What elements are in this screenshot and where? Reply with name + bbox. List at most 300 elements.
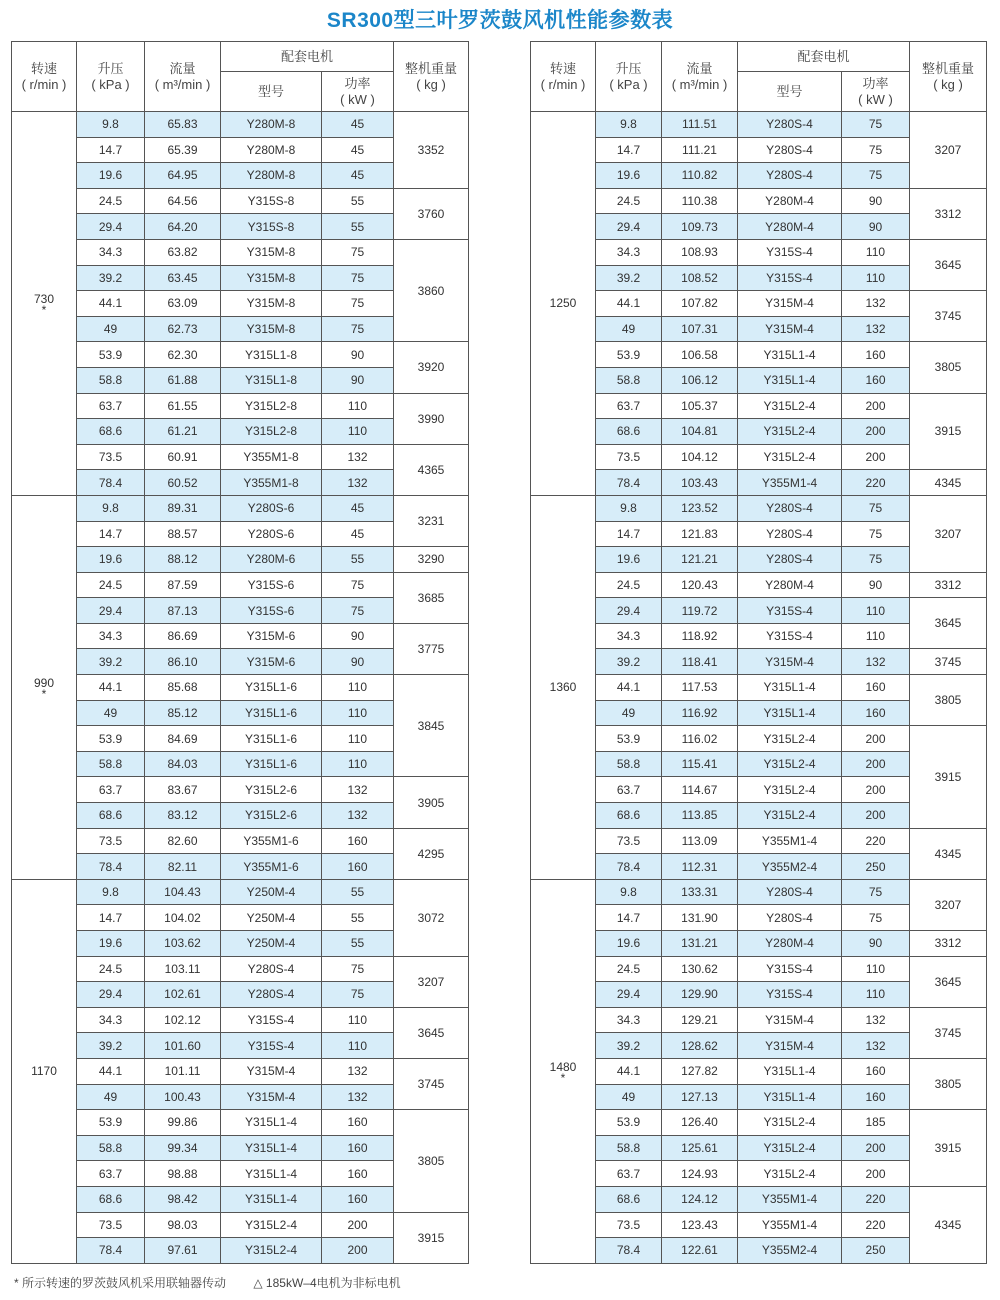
flow-cell: 113.09 (662, 828, 738, 854)
motor-power-cell: 55 (322, 547, 394, 573)
pressure-cell: 9.8 (596, 879, 662, 905)
flow-cell: 104.12 (662, 444, 738, 470)
table-row (12, 777, 469, 803)
table-row (12, 342, 469, 368)
pressure-cell: 29.4 (77, 214, 145, 240)
motor-model-cell: Y315L2-4 (738, 751, 842, 777)
flow-cell: 126.40 (662, 1110, 738, 1136)
motor-model-cell: Y315L1-6 (221, 726, 322, 752)
table-row (12, 675, 469, 701)
pressure-cell: 73.5 (596, 1212, 662, 1238)
motor-model-cell: Y315L1-4 (738, 1084, 842, 1110)
pressure-cell: 9.8 (77, 495, 145, 521)
motor-power-cell: 200 (842, 1135, 910, 1161)
pressure-cell: 53.9 (596, 1110, 662, 1136)
pressure-cell: 14.7 (596, 521, 662, 547)
flow-cell: 63.45 (145, 265, 221, 291)
flow-cell: 111.51 (662, 112, 738, 138)
pressure-cell: 63.7 (596, 1161, 662, 1187)
header-weight: 整机重量 ( kg ) (910, 42, 987, 112)
pressure-cell: 9.8 (596, 495, 662, 521)
motor-model-cell: Y315L1-6 (221, 675, 322, 701)
motor-power-cell: 110 (322, 419, 394, 445)
table-row (12, 495, 469, 521)
header-speed: 转速 ( r/min ) (12, 42, 77, 112)
motor-power-cell: 132 (322, 777, 394, 803)
flow-cell: 112.31 (662, 854, 738, 880)
pressure-cell: 9.8 (77, 879, 145, 905)
motor-model-cell: Y315L2-4 (221, 1238, 322, 1264)
pressure-cell: 34.3 (77, 1007, 145, 1033)
motor-model-cell: Y315S-4 (738, 623, 842, 649)
motor-model-cell: Y280S-4 (738, 879, 842, 905)
pressure-cell: 58.8 (77, 367, 145, 393)
table-row (12, 1110, 469, 1136)
pressure-cell: 29.4 (596, 214, 662, 240)
weight-cell: 3920 (394, 342, 469, 393)
motor-power-cell: 75 (842, 905, 910, 931)
motor-model-cell: Y280M-8 (221, 137, 322, 163)
motor-model-cell: Y315S-4 (738, 265, 842, 291)
motor-model-cell: Y315M-8 (221, 291, 322, 317)
flow-cell: 88.57 (145, 521, 221, 547)
motor-power-cell: 75 (842, 521, 910, 547)
pressure-cell: 34.3 (77, 623, 145, 649)
weight-cell: 4365 (394, 444, 469, 495)
pressure-cell: 63.7 (596, 777, 662, 803)
weight-cell: 3312 (910, 931, 987, 957)
flow-cell: 113.85 (662, 803, 738, 829)
pressure-cell: 9.8 (596, 112, 662, 138)
pressure-cell: 49 (77, 700, 145, 726)
table-row (531, 572, 987, 598)
table-row (12, 879, 469, 905)
motor-model-cell: Y315L1-8 (221, 367, 322, 393)
motor-power-cell: 75 (842, 547, 910, 573)
table-row (531, 342, 987, 368)
flow-cell: 124.93 (662, 1161, 738, 1187)
flow-cell: 103.62 (145, 931, 221, 957)
flow-cell: 87.59 (145, 572, 221, 598)
weight-cell: 3312 (910, 188, 987, 239)
motor-power-cell: 45 (322, 495, 394, 521)
motor-model-cell: Y355M2-4 (738, 854, 842, 880)
motor-power-cell: 132 (842, 316, 910, 342)
motor-power-cell: 132 (322, 470, 394, 496)
pressure-cell: 19.6 (77, 547, 145, 573)
motor-model-cell: Y315L2-8 (221, 419, 322, 445)
flow-cell: 127.82 (662, 1058, 738, 1084)
flow-cell: 104.81 (662, 419, 738, 445)
motor-power-cell: 200 (322, 1238, 394, 1264)
pressure-cell: 78.4 (77, 1238, 145, 1264)
table-row (531, 188, 987, 214)
table-row (12, 1058, 469, 1084)
flow-cell: 122.61 (662, 1238, 738, 1264)
motor-power-cell: 75 (322, 572, 394, 598)
motor-power-cell: 75 (322, 316, 394, 342)
header-motor: 配套电机 (738, 42, 910, 72)
motor-model-cell: Y280S-4 (738, 495, 842, 521)
motor-power-cell: 55 (322, 931, 394, 957)
motor-power-cell: 160 (322, 1161, 394, 1187)
motor-model-cell: Y315S-4 (738, 982, 842, 1008)
pressure-cell: 24.5 (596, 572, 662, 598)
footnotes (14, 1274, 401, 1291)
pressure-cell: 68.6 (77, 419, 145, 445)
flow-cell: 107.82 (662, 291, 738, 317)
flow-cell: 115.41 (662, 751, 738, 777)
motor-model-cell: Y280S-4 (221, 982, 322, 1008)
pressure-cell: 68.6 (596, 1186, 662, 1212)
flow-cell: 98.42 (145, 1186, 221, 1212)
motor-power-cell: 75 (322, 982, 394, 1008)
motor-model-cell: Y250M-4 (221, 905, 322, 931)
pressure-cell: 73.5 (596, 828, 662, 854)
footnote-nonstandard-motor: △ 185kW–4电机为非标电机 (253, 1276, 401, 1290)
flow-cell: 99.34 (145, 1135, 221, 1161)
pressure-cell: 78.4 (596, 1238, 662, 1264)
flow-cell: 123.52 (662, 495, 738, 521)
performance-table-right (530, 41, 987, 1264)
motor-model-cell: Y315L2-6 (221, 803, 322, 829)
weight-cell: 3805 (910, 675, 987, 726)
motor-model-cell: Y280S-4 (738, 163, 842, 189)
motor-model-cell: Y280S-4 (738, 547, 842, 573)
flow-cell: 62.73 (145, 316, 221, 342)
motor-power-cell: 90 (842, 188, 910, 214)
pressure-cell: 34.3 (596, 1007, 662, 1033)
footnote-coupling: * 所示转速的罗茨鼓风机采用联轴器传动 (14, 1276, 227, 1290)
weight-cell: 3915 (910, 726, 987, 828)
motor-power-cell: 200 (842, 1161, 910, 1187)
pressure-cell: 39.2 (77, 1033, 145, 1059)
flow-cell: 64.20 (145, 214, 221, 240)
flow-cell: 65.39 (145, 137, 221, 163)
pressure-cell: 9.8 (77, 112, 145, 138)
flow-cell: 98.88 (145, 1161, 221, 1187)
weight-cell: 3760 (394, 188, 469, 239)
motor-model-cell: Y315L2-4 (738, 419, 842, 445)
pressure-cell: 14.7 (596, 905, 662, 931)
flow-cell: 117.53 (662, 675, 738, 701)
motor-model-cell: Y315S-4 (738, 598, 842, 624)
speed-cell: 990 * (12, 495, 77, 879)
table-row (531, 495, 987, 521)
flow-cell: 103.11 (145, 956, 221, 982)
weight-cell: 3207 (910, 112, 987, 189)
table-row (531, 112, 987, 138)
pressure-cell: 58.8 (596, 367, 662, 393)
motor-power-cell: 75 (322, 239, 394, 265)
motor-power-cell: 160 (322, 854, 394, 880)
weight-cell: 3745 (394, 1058, 469, 1109)
motor-power-cell: 132 (322, 444, 394, 470)
table-row (12, 239, 469, 265)
flow-cell: 65.83 (145, 112, 221, 138)
weight-cell: 3805 (910, 342, 987, 393)
flow-cell: 63.09 (145, 291, 221, 317)
flow-cell: 118.41 (662, 649, 738, 675)
motor-model-cell: Y315L2-4 (738, 726, 842, 752)
motor-power-cell: 45 (322, 521, 394, 547)
table-row (12, 393, 469, 419)
flow-cell: 119.72 (662, 598, 738, 624)
header-motor: 配套电机 (221, 42, 394, 72)
table-row (12, 1212, 469, 1238)
flow-cell: 84.69 (145, 726, 221, 752)
motor-power-cell: 110 (842, 239, 910, 265)
motor-model-cell: Y315L2-4 (738, 393, 842, 419)
page-title: SR300型三叶罗茨鼓风机性能参数表 (326, 9, 674, 32)
motor-power-cell: 55 (322, 214, 394, 240)
flow-cell: 86.69 (145, 623, 221, 649)
flow-cell: 110.82 (662, 163, 738, 189)
flow-cell: 97.61 (145, 1238, 221, 1264)
weight-cell: 3845 (394, 675, 469, 777)
flow-cell: 120.43 (662, 572, 738, 598)
header-model: 型号 (738, 72, 842, 112)
table-row (12, 828, 469, 854)
motor-power-cell: 75 (842, 163, 910, 189)
flow-cell: 104.02 (145, 905, 221, 931)
motor-model-cell: Y250M-4 (221, 931, 322, 957)
motor-power-cell: 90 (842, 214, 910, 240)
motor-power-cell: 132 (842, 649, 910, 675)
pressure-cell: 53.9 (77, 726, 145, 752)
motor-model-cell: Y280S-4 (738, 137, 842, 163)
flow-cell: 101.11 (145, 1058, 221, 1084)
pressure-cell: 53.9 (77, 342, 145, 368)
motor-model-cell: Y315M-4 (738, 1033, 842, 1059)
motor-model-cell: Y315L1-8 (221, 342, 322, 368)
motor-model-cell: Y315S-8 (221, 214, 322, 240)
motor-power-cell: 110 (842, 623, 910, 649)
motor-power-cell: 160 (322, 1135, 394, 1161)
pressure-cell: 49 (77, 316, 145, 342)
motor-model-cell: Y355M2-4 (738, 1238, 842, 1264)
pressure-cell: 68.6 (77, 803, 145, 829)
table-row (531, 956, 987, 982)
motor-power-cell: 55 (322, 879, 394, 905)
motor-power-cell: 90 (322, 649, 394, 675)
pressure-cell: 24.5 (77, 572, 145, 598)
motor-power-cell: 90 (842, 572, 910, 598)
motor-model-cell: Y315M-8 (221, 239, 322, 265)
flow-cell: 129.21 (662, 1007, 738, 1033)
motor-power-cell: 75 (842, 495, 910, 521)
pressure-cell: 24.5 (77, 188, 145, 214)
motor-model-cell: Y315M-8 (221, 265, 322, 291)
motor-model-cell: Y280M-4 (738, 188, 842, 214)
motor-model-cell: Y315L2-4 (738, 1135, 842, 1161)
weight-cell: 3915 (910, 393, 987, 470)
table-row (12, 547, 469, 573)
motor-power-cell: 160 (842, 675, 910, 701)
motor-power-cell: 55 (322, 188, 394, 214)
pressure-cell: 73.5 (77, 444, 145, 470)
speed-cell: 1170 (12, 879, 77, 1263)
motor-model-cell: Y315S-4 (738, 956, 842, 982)
weight-cell: 3645 (910, 956, 987, 1007)
speed-cell: 730 * (12, 112, 77, 496)
weight-cell: 3745 (910, 649, 987, 675)
pressure-cell: 58.8 (596, 751, 662, 777)
pressure-cell: 19.6 (596, 931, 662, 957)
weight-cell: 3231 (394, 495, 469, 546)
motor-model-cell: Y315M-6 (221, 623, 322, 649)
weight-cell: 3290 (394, 547, 469, 573)
motor-model-cell: Y315M-4 (738, 316, 842, 342)
flow-cell: 106.12 (662, 367, 738, 393)
pressure-cell: 63.7 (77, 393, 145, 419)
flow-cell: 116.92 (662, 700, 738, 726)
pressure-cell: 39.2 (77, 265, 145, 291)
table-row (531, 598, 987, 624)
flow-cell: 106.58 (662, 342, 738, 368)
flow-cell: 62.30 (145, 342, 221, 368)
pressure-cell: 68.6 (77, 1186, 145, 1212)
motor-model-cell: Y315L1-4 (221, 1110, 322, 1136)
flow-cell: 86.10 (145, 649, 221, 675)
flow-cell: 128.62 (662, 1033, 738, 1059)
motor-power-cell: 110 (842, 982, 910, 1008)
motor-power-cell: 110 (322, 726, 394, 752)
motor-model-cell: Y280S-6 (221, 495, 322, 521)
pressure-cell: 78.4 (596, 470, 662, 496)
motor-power-cell: 75 (842, 137, 910, 163)
pressure-cell: 14.7 (77, 521, 145, 547)
motor-power-cell: 200 (842, 777, 910, 803)
motor-model-cell: Y315S-4 (221, 1007, 322, 1033)
motor-model-cell: Y315L1-4 (738, 342, 842, 368)
pressure-cell: 24.5 (77, 956, 145, 982)
motor-power-cell: 110 (322, 1007, 394, 1033)
motor-model-cell: Y315M-4 (738, 1007, 842, 1033)
flow-cell: 130.62 (662, 956, 738, 982)
weight-cell: 3990 (394, 393, 469, 444)
flow-cell: 87.13 (145, 598, 221, 624)
flow-cell: 129.90 (662, 982, 738, 1008)
flow-cell: 108.52 (662, 265, 738, 291)
table-row (531, 291, 987, 317)
motor-model-cell: Y315L2-4 (738, 1161, 842, 1187)
flow-cell: 121.21 (662, 547, 738, 573)
table-row (531, 1058, 987, 1084)
pressure-cell: 19.6 (596, 163, 662, 189)
header-model: 型号 (221, 72, 322, 112)
weight-cell: 3072 (394, 879, 469, 956)
flow-cell: 123.43 (662, 1212, 738, 1238)
motor-power-cell: 160 (842, 367, 910, 393)
motor-power-cell: 55 (322, 905, 394, 931)
motor-power-cell: 110 (322, 1033, 394, 1059)
weight-cell: 3745 (910, 291, 987, 342)
motor-model-cell: Y315S-6 (221, 598, 322, 624)
motor-power-cell: 160 (842, 1084, 910, 1110)
flow-cell: 85.68 (145, 675, 221, 701)
weight-cell: 3207 (910, 879, 987, 930)
flow-cell: 118.92 (662, 623, 738, 649)
table-row (531, 1007, 987, 1033)
flow-cell: 99.86 (145, 1110, 221, 1136)
motor-model-cell: Y315L2-4 (738, 777, 842, 803)
motor-model-cell: Y315M-6 (221, 649, 322, 675)
weight-cell: 4345 (910, 470, 987, 496)
pressure-cell: 49 (596, 700, 662, 726)
pressure-cell: 19.6 (77, 163, 145, 189)
pressure-cell: 73.5 (596, 444, 662, 470)
motor-model-cell: Y315L1-6 (221, 700, 322, 726)
coupling-drive-mark: * (41, 302, 47, 317)
pressure-cell: 34.3 (596, 239, 662, 265)
motor-power-cell: 200 (842, 803, 910, 829)
pressure-cell: 49 (596, 316, 662, 342)
motor-model-cell: Y355M1-6 (221, 854, 322, 880)
pressure-cell: 29.4 (77, 982, 145, 1008)
motor-model-cell: Y315L2-4 (738, 1110, 842, 1136)
pressure-cell: 63.7 (77, 1161, 145, 1187)
flow-cell: 61.55 (145, 393, 221, 419)
pressure-cell: 44.1 (77, 291, 145, 317)
flow-cell: 110.38 (662, 188, 738, 214)
flow-cell: 131.90 (662, 905, 738, 931)
flow-cell: 121.83 (662, 521, 738, 547)
motor-power-cell: 200 (842, 419, 910, 445)
weight-cell: 3915 (910, 1110, 987, 1187)
weight-cell: 3352 (394, 112, 469, 189)
flow-cell: 105.37 (662, 393, 738, 419)
flow-cell: 61.88 (145, 367, 221, 393)
header-weight: 整机重量 ( kg ) (394, 42, 469, 112)
pressure-cell: 29.4 (596, 982, 662, 1008)
header-pressure: 升压 ( kPa ) (77, 42, 145, 112)
motor-model-cell: Y315M-4 (221, 1084, 322, 1110)
motor-power-cell: 220 (842, 1212, 910, 1238)
weight-cell: 3805 (394, 1110, 469, 1212)
weight-cell: 3645 (910, 598, 987, 649)
weight-cell: 4345 (910, 828, 987, 879)
pressure-cell: 39.2 (596, 265, 662, 291)
motor-model-cell: Y280S-4 (738, 521, 842, 547)
motor-power-cell: 75 (322, 265, 394, 291)
pressure-cell: 78.4 (596, 854, 662, 880)
motor-model-cell: Y280M-4 (738, 572, 842, 598)
motor-model-cell: Y355M1-8 (221, 470, 322, 496)
flow-cell: 84.03 (145, 751, 221, 777)
weight-cell: 3685 (394, 572, 469, 623)
weight-cell: 4295 (394, 828, 469, 879)
header-speed: 转速 ( r/min ) (531, 42, 596, 112)
table-row (12, 956, 469, 982)
table-row (12, 112, 469, 138)
flow-cell: 100.43 (145, 1084, 221, 1110)
flow-cell: 108.93 (662, 239, 738, 265)
motor-model-cell: Y355M1-4 (738, 1212, 842, 1238)
motor-power-cell: 132 (322, 803, 394, 829)
motor-model-cell: Y315L1-4 (221, 1186, 322, 1212)
flow-cell: 64.56 (145, 188, 221, 214)
table-row (531, 1186, 987, 1212)
coupling-drive-mark: * (560, 1070, 566, 1085)
weight-cell: 3915 (394, 1212, 469, 1263)
pressure-cell: 29.4 (77, 598, 145, 624)
table-row (531, 393, 987, 419)
pressure-cell: 73.5 (77, 1212, 145, 1238)
pressure-cell: 68.6 (596, 803, 662, 829)
flow-cell: 114.67 (662, 777, 738, 803)
motor-model-cell: Y315S-8 (221, 188, 322, 214)
